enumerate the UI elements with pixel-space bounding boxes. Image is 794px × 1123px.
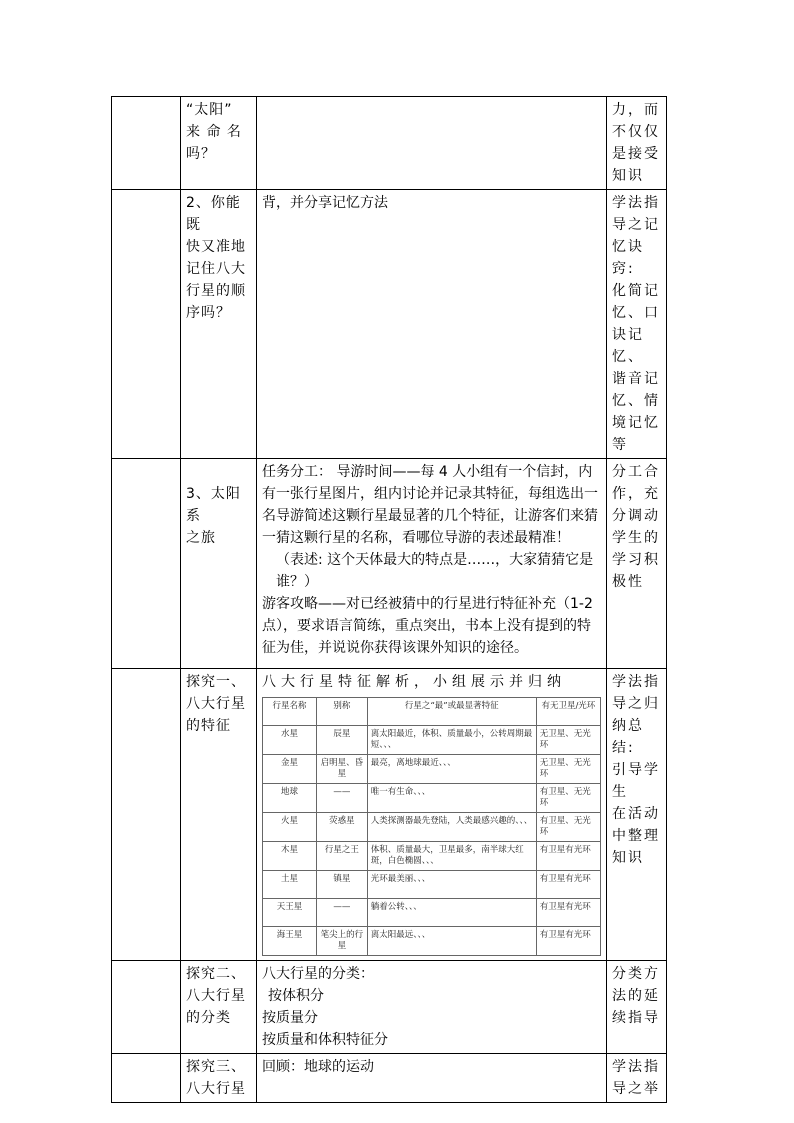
table-row bbox=[112, 961, 667, 1054]
planet-cell: 辰星 bbox=[317, 726, 368, 755]
table-row bbox=[112, 459, 667, 669]
topic-line bbox=[186, 461, 251, 483]
planet-cell: —— bbox=[317, 784, 368, 813]
topic-cell bbox=[181, 669, 257, 961]
content-paragraph: 按体积分 bbox=[268, 988, 324, 1004]
notes-line: 谐音记 bbox=[612, 371, 660, 387]
column-header: 行星名称 bbox=[263, 698, 317, 726]
planet-row bbox=[263, 784, 601, 813]
content-paragraph: 游客攻略——对已经被猜中的行星进行特征补充（1-2点），要求语言简练，重点突出，书本上没有提到的特征为佳，并说说你获得该课外知识的途径。 bbox=[262, 596, 593, 656]
notes-line: 作，充 bbox=[612, 486, 660, 502]
notes-line: 纳总结: bbox=[612, 718, 644, 756]
notes-line: 导之归 bbox=[612, 696, 660, 712]
planet-cell: —— bbox=[317, 899, 368, 927]
blank-cell bbox=[112, 1054, 181, 1103]
topic-line: 的特征 bbox=[186, 718, 231, 734]
planet-cell: 荧惑星 bbox=[317, 813, 368, 842]
planet-cell: 体积、质量最大，卫星最多，南半球大红斑，白色椭圆、、、 bbox=[367, 842, 536, 871]
content-paragraph: 按质量分 bbox=[262, 1010, 318, 1026]
topic-line: 序吗？ bbox=[186, 305, 231, 321]
topic-line: 2、你能既 bbox=[186, 195, 241, 233]
topic-cell bbox=[181, 961, 257, 1054]
content-paragraph: 背，并分享记忆方法 bbox=[262, 195, 388, 211]
content-paragraph: 八大行星特征解析，小组展示并归纳 bbox=[262, 674, 566, 690]
planet-cell: 离太阳最近，体积、质量最小，公转周期最短、、、 bbox=[367, 726, 536, 755]
notes-line: 在活动 bbox=[612, 806, 660, 822]
topic-line: 3、太阳系 bbox=[186, 486, 241, 524]
notes-line: 力，而 bbox=[612, 102, 660, 118]
planet-cell: 地球 bbox=[263, 784, 317, 813]
content-cell bbox=[257, 459, 607, 669]
topic-cell bbox=[181, 1054, 257, 1103]
topic-line: 八大行星 bbox=[186, 1081, 246, 1097]
planet-row bbox=[263, 871, 601, 899]
notes-line: 忆、情 bbox=[612, 393, 660, 409]
topic-line: 快又准地 bbox=[186, 239, 246, 255]
notes-line: 学法指 bbox=[612, 1059, 660, 1075]
notes-line: 学法指 bbox=[612, 195, 660, 211]
topic-line: 的分类 bbox=[186, 1010, 231, 1026]
planet-row bbox=[263, 726, 601, 755]
blank-cell bbox=[112, 669, 181, 961]
notes-cell bbox=[607, 669, 667, 961]
column-header: 有无卫星/光环 bbox=[536, 698, 600, 726]
planet-cell: 有卫星有光环 bbox=[536, 871, 600, 899]
notes-cell bbox=[607, 97, 667, 190]
content-paragraph: 回顾：地球的运动 bbox=[262, 1059, 374, 1075]
topic-line: 行星的顺 bbox=[186, 283, 246, 299]
table-row bbox=[112, 97, 667, 190]
blank-cell bbox=[112, 97, 181, 190]
planet-feature-table bbox=[262, 697, 601, 956]
content-cell bbox=[257, 961, 607, 1054]
planet-cell: 笔尖上的行星 bbox=[317, 927, 368, 956]
notes-line: 续指导 bbox=[612, 1010, 660, 1026]
notes-cell bbox=[607, 1054, 667, 1103]
content-paragraph: 八大行星的分类： bbox=[262, 966, 374, 982]
topic-cell bbox=[181, 97, 257, 190]
planet-cell: 最亮，离地球最近、、、 bbox=[367, 755, 536, 784]
planet-cell: 启明星、昏星 bbox=[317, 755, 368, 784]
notes-cell bbox=[607, 190, 667, 459]
topic-cell bbox=[181, 190, 257, 459]
notes-line: 分调动 bbox=[612, 508, 660, 524]
planet-cell: 镇星 bbox=[317, 871, 368, 899]
table-row bbox=[112, 190, 667, 459]
content-cell bbox=[257, 1054, 607, 1103]
planet-row bbox=[263, 927, 601, 956]
lesson-plan-table bbox=[111, 96, 667, 1103]
notes-line: 法的延 bbox=[612, 988, 660, 1004]
planet-cell: 唯一有生命、、、 bbox=[367, 784, 536, 813]
notes-cell bbox=[607, 459, 667, 669]
planet-table-header bbox=[263, 698, 601, 726]
planet-cell: 离太阳最远、、、 bbox=[367, 927, 536, 956]
notes-line: 化简记 bbox=[612, 283, 660, 299]
planet-cell: 有卫星有光环 bbox=[536, 927, 600, 956]
topic-cell bbox=[181, 459, 257, 669]
topic-line: 八大行星 bbox=[186, 988, 246, 1004]
planet-cell: 海王星 bbox=[263, 927, 317, 956]
notes-line: 不仅仅 bbox=[612, 124, 660, 140]
table-row bbox=[112, 669, 667, 961]
planet-cell: 躺着公转、、、 bbox=[367, 899, 536, 927]
planet-cell: 人类探测器最先登陆，人类最感兴趣的、、、 bbox=[367, 813, 536, 842]
topic-line: 探究二、 bbox=[186, 966, 246, 982]
notes-line: 忆诀窍: bbox=[612, 239, 644, 277]
planet-cell: 有卫星、无光环 bbox=[536, 813, 600, 842]
planet-row bbox=[263, 842, 601, 871]
notes-line: 知识 bbox=[612, 850, 644, 866]
planet-cell: 木星 bbox=[263, 842, 317, 871]
notes-line: 学法指 bbox=[612, 674, 660, 690]
table-row bbox=[112, 1054, 667, 1103]
planet-cell: 光环最美丽、、、 bbox=[367, 871, 536, 899]
topic-line: 探究一、 bbox=[186, 674, 246, 690]
planet-cell: 行星之王 bbox=[317, 842, 368, 871]
topic-line: 吗？ bbox=[186, 146, 216, 162]
topic-line: 之旅 bbox=[186, 530, 216, 546]
topic-line: “太阳” bbox=[186, 102, 233, 118]
planet-cell: 无卫星、无光环 bbox=[536, 726, 600, 755]
notes-line: 知识 bbox=[612, 168, 644, 184]
planet-cell: 天王星 bbox=[263, 899, 317, 927]
notes-line: 分类方 bbox=[612, 966, 660, 982]
notes-line: 导之举 bbox=[612, 1081, 660, 1097]
planet-cell: 土星 bbox=[263, 871, 317, 899]
blank-cell bbox=[112, 190, 181, 459]
planet-row bbox=[263, 755, 601, 784]
blank-cell bbox=[112, 961, 181, 1054]
planet-row bbox=[263, 813, 601, 842]
notes-line: 是接受 bbox=[612, 146, 660, 162]
notes-line: 忆、口 bbox=[612, 305, 660, 321]
planet-cell: 金星 bbox=[263, 755, 317, 784]
content-paragraph: 按质量和体积特征分 bbox=[262, 1032, 388, 1048]
notes-line: 等 bbox=[612, 437, 628, 453]
notes-line: 引导学 bbox=[612, 762, 660, 778]
planet-cell: 有卫星有光环 bbox=[536, 899, 600, 927]
planet-row bbox=[263, 899, 601, 927]
topic-line: 记住八大 bbox=[186, 261, 246, 277]
column-header: 别称 bbox=[317, 698, 368, 726]
content-paragraph: （表述: 这个天体最大的特点是……，大家猜猜它是谁？） bbox=[276, 552, 594, 590]
notes-line: 诀记忆、 bbox=[612, 327, 644, 365]
notes-line: 学习积 bbox=[612, 552, 660, 568]
content-cell bbox=[257, 669, 607, 961]
planet-cell: 无卫星、无光环 bbox=[536, 755, 600, 784]
notes-line: 生 bbox=[612, 784, 628, 800]
topic-line: 来 命 名 bbox=[186, 124, 242, 140]
content-paragraph: 任务分工： 导游时间——每 4 人小组有一个信封，内有一张行星图片，组内讨论并记录其特征，每组选出一名导游简述这颗行星最显著的几个特征，让游客们来猜一猜这颗行星的名称，看哪位导游的表述最精准！ bbox=[262, 464, 598, 546]
notes-cell bbox=[607, 961, 667, 1054]
blank-cell bbox=[112, 459, 181, 669]
notes-line: 境记忆 bbox=[612, 415, 660, 431]
column-header: 行星之“最”或最显著特征 bbox=[367, 698, 536, 726]
planet-cell: 有卫星、无光环 bbox=[536, 784, 600, 813]
planet-cell: 有卫星有光环 bbox=[536, 842, 600, 871]
topic-line: 探究三、 bbox=[186, 1059, 246, 1075]
notes-line: 中整理 bbox=[612, 828, 660, 844]
notes-line: 导之记 bbox=[612, 217, 660, 233]
notes-line: 学生的 bbox=[612, 530, 660, 546]
content-cell bbox=[257, 97, 607, 190]
content-cell bbox=[257, 190, 607, 459]
planet-cell: 水星 bbox=[263, 726, 317, 755]
topic-line: 八大行星 bbox=[186, 696, 246, 712]
planet-cell: 火星 bbox=[263, 813, 317, 842]
notes-line: 分工合 bbox=[612, 464, 660, 480]
notes-line: 极性 bbox=[612, 574, 644, 590]
